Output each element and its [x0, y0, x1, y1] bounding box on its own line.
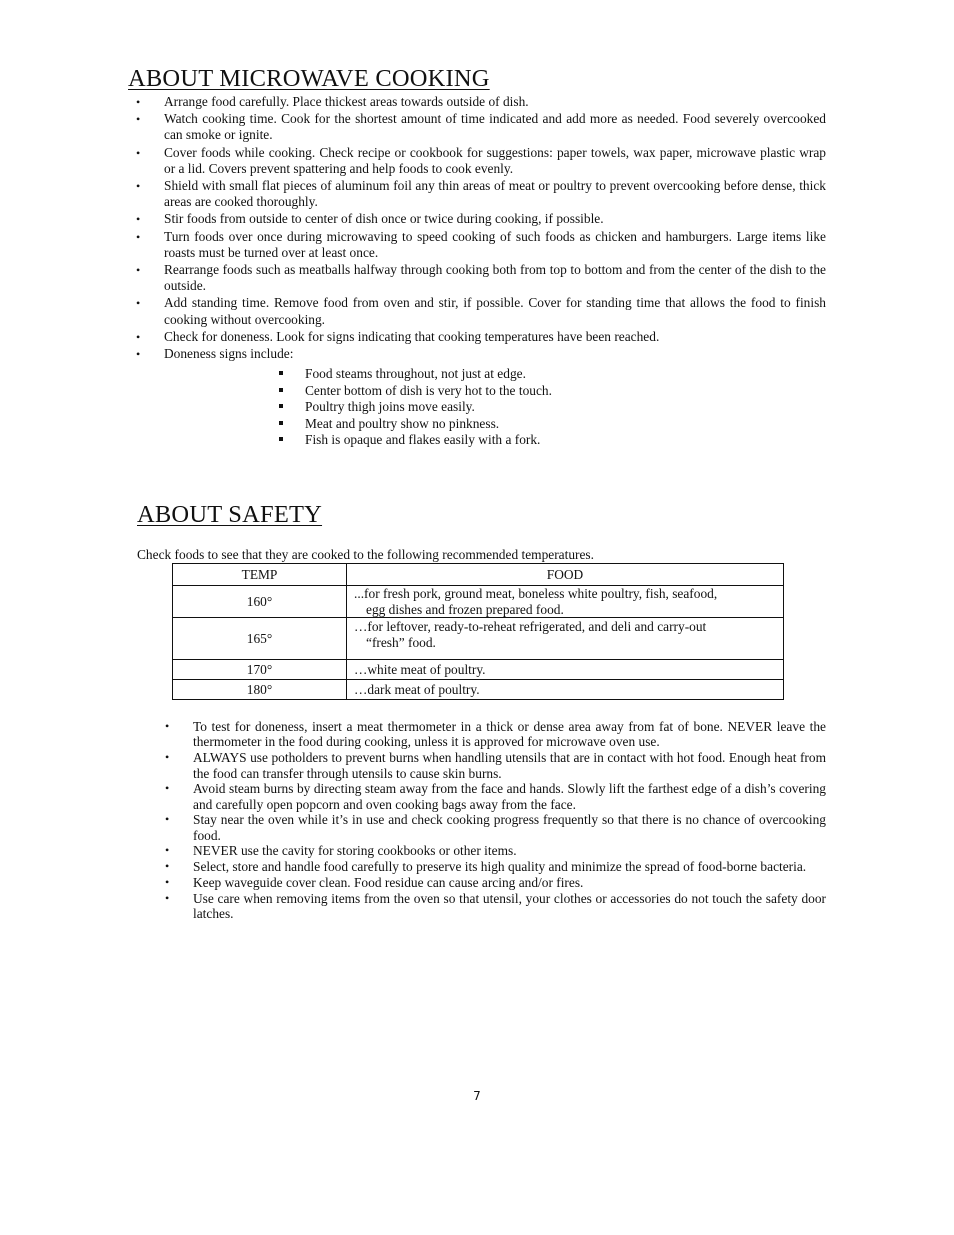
list-item: • Keep waveguide cover clean. Food residue can cause arcing and/or fires. [165, 874, 584, 890]
list-item: Food steams throughout, not just at edge. [277, 366, 552, 383]
safety-title: ABOUT SAFETY [137, 501, 323, 528]
list-item: • To test for doneness, insert a meat thermometer in a thick or dense area away from fat of bone. NEVER leave the thermometer in the food during cooking, unless it is approved for microwave oven use. [165, 719, 826, 750]
microwave-cooking-list [136, 94, 826, 363]
safety-tips-list [165, 719, 826, 922]
list-item: • ALWAYS use potholders to prevent burns when handling utensils that are in contact with hot food. Enough heat from the food can transfer through utensils to cause skin burns. [165, 750, 826, 781]
square-bullet-icon [279, 388, 283, 392]
list-item: • Select, store and handle food carefully to preserve its high quality and minimize the spread of food-borne bacteria. [165, 859, 807, 875]
bullet-icon: • [136, 329, 141, 344]
table-row [173, 680, 784, 700]
bullet-icon: • [136, 229, 141, 244]
bullet-icon: • [165, 890, 170, 905]
bullet-icon: • [165, 781, 170, 796]
bullet-icon: • [136, 263, 141, 278]
square-bullet-icon [279, 404, 283, 408]
food-line: “fresh” food. [366, 634, 436, 650]
list-item: • Stay near the oven while it’s in use and check cooking progress frequently so that there is no chance of overcooking food. [165, 812, 826, 843]
bullet-icon: • [136, 145, 141, 160]
bullet-icon: • [165, 859, 170, 874]
temperature-intro: Check foods to see that they are cooked to the following recommended temperatures. [137, 547, 594, 562]
food-line: …for leftover, ready-to-reheat refrigerated, and deli and carry-out [354, 619, 707, 634]
list-item: • Avoid steam burns by directing steam away from the face and hands. Slowly lift the farthest edge of a dish’s covering and carefully open popcorn and oven cooking bags away from the face. [165, 781, 826, 812]
bullet-icon: • [165, 750, 170, 765]
square-bullet-icon [279, 371, 283, 375]
list-item: • Add standing time. Remove food from oven and stir, if possible. Cover for standing time that allows the food to finish cooking without overcooking. [136, 295, 826, 327]
bullet-icon: • [136, 179, 141, 194]
food-cell [347, 618, 784, 660]
table-row [173, 618, 784, 660]
food-cell: …dark meat of poultry. [347, 680, 784, 700]
square-bullet-icon [279, 437, 283, 441]
list-item: • Turn foods over once during microwaving to speed cooking of such foods as chicken and hamburgers. Large items like roasts must be turned over at least once. [136, 228, 826, 260]
bullet-icon: • [165, 812, 170, 827]
bullet-icon: • [136, 347, 141, 362]
list-item: • Doneness signs include: [136, 346, 294, 362]
list-item: • Check for doneness. Look for signs indicating that cooking temperatures have been reached. [136, 328, 660, 344]
list-item: • Stir foods from outside to center of dish once or twice during cooking, if possible. [136, 211, 604, 227]
bullet-icon: • [136, 95, 141, 109]
bullet-icon: • [165, 874, 170, 889]
bullet-icon: • [165, 843, 170, 858]
column-header-food: FOOD [347, 564, 784, 586]
list-item: • Watch cooking time. Cook for the shortest amount of time indicated and add more as needed. Food severely overcooked can smoke or ignite. [136, 111, 826, 143]
page-number: 7 [473, 1089, 481, 1103]
temp-cell: 165° [173, 618, 347, 660]
microwave-cooking-title: ABOUT MICROWAVE COOKING [128, 65, 490, 92]
table-header-row [173, 564, 784, 586]
list-item: Poultry thigh joins move easily. [277, 399, 552, 416]
list-item: • Use care when removing items from the oven so that utensil, your clothes or accessories do not touch the safety door latches. [165, 890, 826, 921]
temperature-table [172, 563, 784, 700]
temp-cell: 160° [173, 586, 347, 618]
food-line: ...for fresh pork, ground meat, boneless white poultry, fish, seafood, [354, 586, 718, 601]
list-item: • Rearrange foods such as meatballs halfway through cooking both from top to bottom and from the center of the dish to the outside. [136, 262, 826, 294]
food-line: egg dishes and frozen prepared food. [366, 601, 564, 617]
bullet-icon: • [165, 719, 170, 733]
list-item: Fish is opaque and flakes easily with a fork. [277, 432, 552, 449]
list-item: • NEVER use the cavity for storing cookbooks or other items. [165, 843, 517, 859]
temp-cell: 180° [173, 680, 347, 700]
doneness-signs-list [277, 366, 552, 449]
square-bullet-icon [279, 421, 283, 425]
bullet-icon: • [136, 212, 141, 227]
list-item: • Cover foods while cooking. Check recipe or cookbook for suggestions: paper towels, wax paper, microwave plastic wrap or a lid. Covers prevent spattering and help foods to cook evenly. [136, 144, 826, 176]
food-cell [347, 586, 784, 618]
list-item: • Shield with small flat pieces of aluminum foil any thin areas of meat or poultry to prevent overcooking before dense, thick areas are cooked thoroughly. [136, 178, 826, 210]
table-row [173, 586, 784, 618]
list-item: • Arrange food carefully. Place thickest areas towards outside of dish. [136, 94, 529, 109]
bullet-icon: • [136, 112, 141, 127]
column-header-temp: TEMP [173, 564, 347, 586]
table-row [173, 660, 784, 680]
bullet-icon: • [136, 296, 141, 311]
food-cell: …white meat of poultry. [347, 660, 784, 680]
list-item: Meat and poultry show no pinkness. [277, 416, 552, 433]
temp-cell: 170° [173, 660, 347, 680]
list-item: Center bottom of dish is very hot to the touch. [277, 383, 552, 400]
